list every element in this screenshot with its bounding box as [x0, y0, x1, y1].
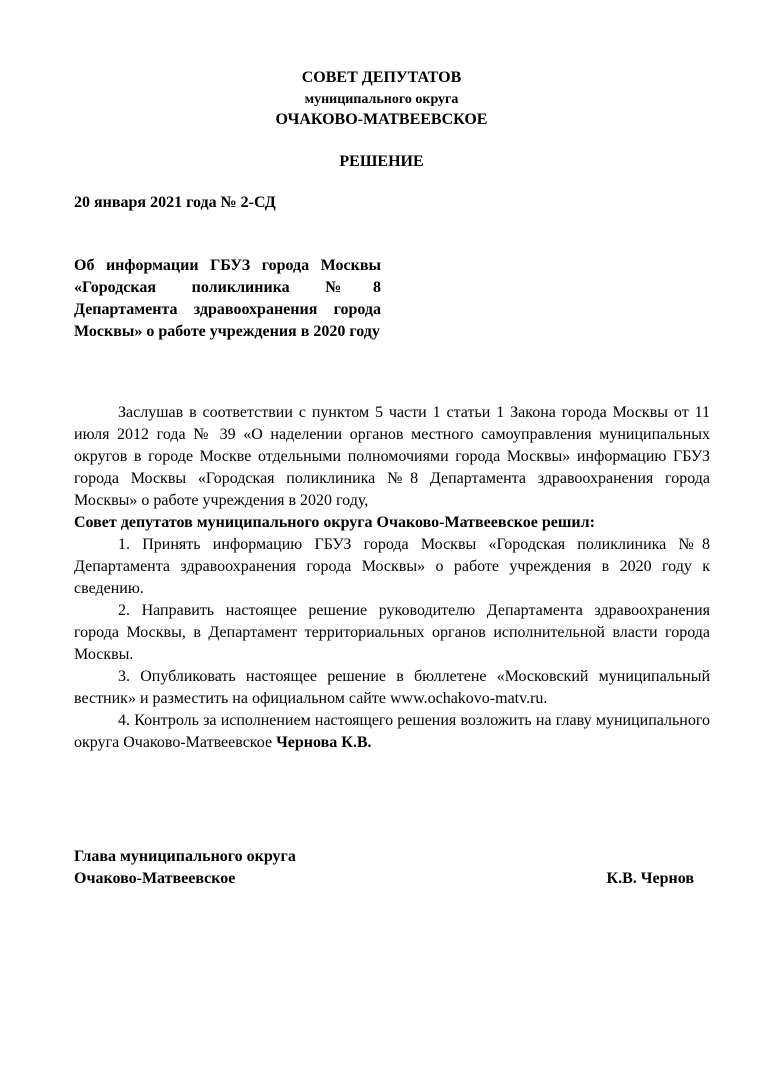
decision-date-number: 20 января 2021 года № 2-СД	[74, 194, 276, 211]
item-4-text: 4. Контроль за исполнением настоящего решения возложить на главу муниципального округа Очаково-Матвеевское	[74, 712, 710, 751]
intro-paragraph: Заслушав в соответствии с пунктом 5 части 1 статьи 1 Закона города Москвы от 11 июля 2012 года № 39 «О наделении органов местного самоуправления муниципальных округов в городе Москве отдельными полномочиями города Москвы» информацию ГБУЗ города Москвы «Городская поликлиника №8 Департамента здравоохранения города Москвы» о работе учреждения в 2020 году,	[74, 404, 710, 509]
signer-title-line-1: Глава муниципального округа	[74, 848, 296, 865]
district-name: ОЧАКОВО-МАТВЕЕВСКОЕ	[275, 111, 488, 128]
district-type: муниципального округа	[304, 92, 459, 107]
item-4-name: Чернова К.В.	[276, 734, 372, 751]
decision-body	[74, 402, 710, 754]
decision-subject: Об информации ГБУЗ города Москвы «Городская поликлиника №8 Департамента здравоохранения города Москвы» о работе учреждения в 2020 году	[74, 257, 381, 340]
item-4	[74, 710, 710, 754]
signer-title-line-2: Очаково-Матвеевское	[74, 870, 236, 887]
item-1: 1. Принять информацию ГБУЗ города Москвы «Городская поликлиника №8 Департамента здравоохранения города Москвы» о работе учреждения в 2020 году к сведению.	[74, 536, 710, 597]
signer-name: К.В. Чернов	[606, 870, 694, 887]
signature-row	[74, 868, 694, 890]
item-2: 2. Направить настоящее решение руководителю Департамента здравоохранения города Москвы, в Департамент территориальных органов исполнительной власти города Москвы.	[74, 602, 710, 663]
council-title: СОВЕТ ДЕПУТАТОВ	[301, 69, 462, 86]
signature-block	[74, 846, 694, 890]
item-3: 3. Опубликовать настоящее решение в бюллетене «Московский муниципальный вестник» и разместить на официальном сайте www.ochakovo-matv.ru.	[74, 668, 710, 707]
resolve-line: Совет депутатов муниципального округа Очаково-Матвеевское решил:	[74, 514, 595, 531]
document-type: РЕШЕНИЕ	[339, 153, 424, 170]
